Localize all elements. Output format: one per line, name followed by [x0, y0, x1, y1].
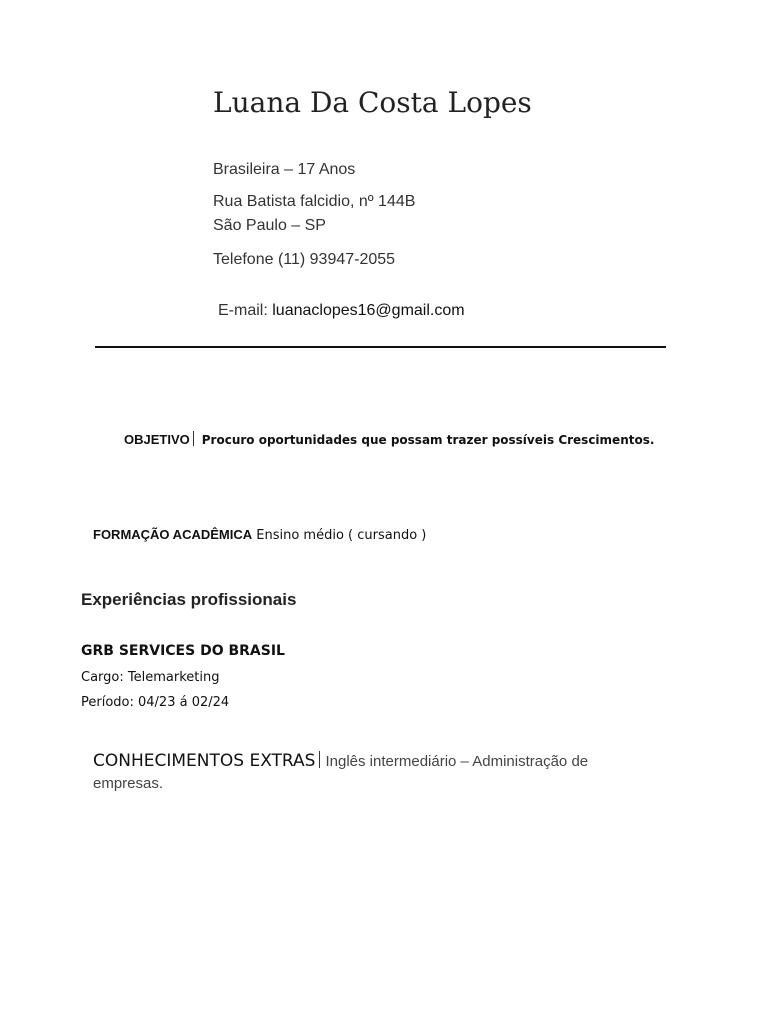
extra-skills-section: [93, 750, 633, 795]
objective-section: [124, 431, 654, 447]
company-name: GRB SERVICES DO BRASIL: [81, 643, 285, 659]
email-value: luanaclopes16@gmail.com: [272, 302, 465, 319]
experience-title: Experiências profissionais: [81, 590, 297, 609]
header-divider: [95, 346, 666, 348]
education-text: Ensino médio ( cursando ): [252, 528, 427, 543]
address-line-2: São Paulo – SP: [213, 217, 326, 234]
objective-separator: [193, 431, 194, 446]
objective-text: Procuro oportunidades que possam trazer possíveis Crescimentos.: [201, 433, 655, 447]
address-line-1: Rua Batista falcidio, nº 144B: [213, 193, 416, 210]
objective-label: OBJETIVO: [124, 432, 190, 447]
phone-number: Telefone (11) 93947-2055: [213, 251, 396, 268]
extra-skills-label: CONHECIMENTOS EXTRAS: [93, 751, 316, 771]
email-line: [218, 302, 465, 320]
job-period: Período: 04/23 á 02/24: [81, 695, 230, 710]
extra-skills-separator: [319, 751, 320, 768]
education-section: [93, 527, 426, 543]
candidate-name: Luana Da Costa Lopes: [213, 86, 532, 119]
education-label: FORMAÇÃO ACADÊMICA: [93, 527, 253, 542]
job-role: Cargo: Telemarketing: [81, 670, 220, 685]
nationality-age: Brasileira – 17 Anos: [213, 161, 356, 178]
extra-skills-text: Inglês intermediário – Administração de empresas.: [93, 753, 589, 792]
email-label: E-mail:: [218, 302, 273, 319]
